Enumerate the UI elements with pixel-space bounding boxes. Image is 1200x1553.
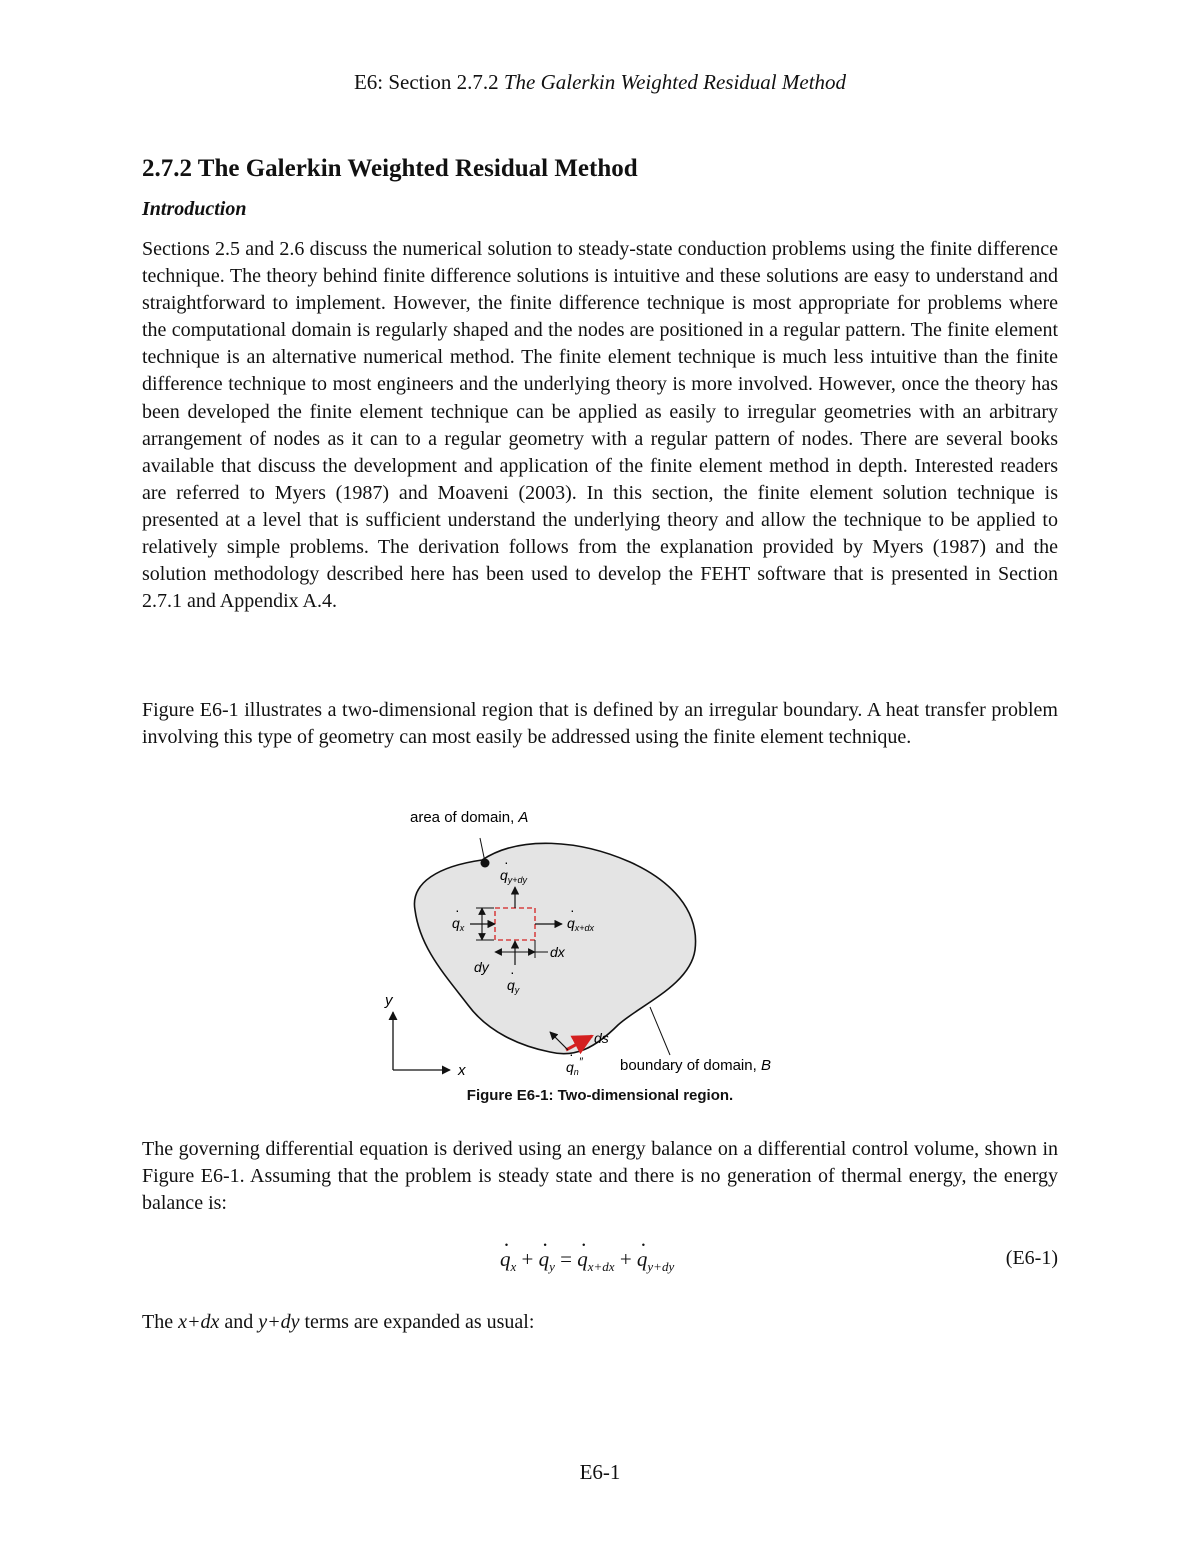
page-number: E6-1 xyxy=(579,1460,621,1484)
eq-term-qy-dy: · $q_{y+dy}$ xyxy=(637,1247,674,1275)
area-point-marker xyxy=(481,859,490,868)
q-x-dx-dot: · xyxy=(570,902,575,918)
subheading-introduction: Introduction xyxy=(142,198,247,220)
equation-body xyxy=(500,1247,674,1275)
y-axis-label: y xyxy=(385,992,393,1009)
area-label: area of domain, A xyxy=(410,809,529,826)
boundary-label: boundary of domain, B xyxy=(620,1057,771,1074)
eq-term-qx: · $q_x$ xyxy=(500,1247,516,1275)
section-title: 2.7.2 The Galerkin Weighted Residual Method xyxy=(142,155,638,182)
equation-e6-1 xyxy=(0,1247,1200,1279)
q-y-dy-dot: · xyxy=(504,854,509,870)
area-leader-line xyxy=(480,838,485,862)
paragraph-introduction: Sections 2.5 and 2.6 discuss the numerical solution to steady-state conduction problems using the finite difference technique. The theory behind finite difference solutions is intuitive and these solutions are easy to understand and straightforward to implement. However, the finite difference technique is most appropriate for problems where the computational domain is regularly shaped and the nodes are positioned in a regular pattern. The finite element technique is an alternative numerical method. The finite element technique is much less intuitive than the finite difference technique to most engineers and the underlying theory is more involved. However, once the theory has been developed the finite element technique can be applied as easily to irregular geometries with an arbitrary arrangement of nodes as it can to a regular geometry with a regular pattern of nodes. There are several books available that discuss the development and application of the finite element method in depth. Interested readers are referred to Myers (1987) and Moaveni (2003). In this section, the finite element solution technique is presented at a level that is sufficient understand the underlying theory and allow the technique to be applied to relatively simple problems. The derivation follows from the explanation provided by Myers (1987) and the solution methodology described here has been used to develop the FEHT software that is presented in Section 2.7.1 and Appendix A.4. xyxy=(142,238,1058,613)
running-header xyxy=(0,70,1200,95)
header-italic-title: The Galerkin Weighted Residual Method xyxy=(503,70,847,94)
q-n-label: $q_n''$ xyxy=(566,1056,583,1077)
dx-label: dx xyxy=(550,944,565,960)
figure-caption: Figure E6-1: Two-dimensional region. xyxy=(466,1087,734,1104)
eq-equals: = xyxy=(560,1247,572,1271)
q-y-dot: · xyxy=(510,964,515,980)
paragraph-expansion: The x+dx and y+dy terms are expanded as usual: xyxy=(142,1311,535,1333)
paragraph-figure-intro: Figure E6-1 illustrates a two-dimensional region that is defined by an irregular boundary. A heat transfer problem involving this type of geometry can most easily be addressed using the finite element technique. xyxy=(142,699,1058,749)
q-x-label: $q_x$ xyxy=(452,915,465,933)
ds-label: ds xyxy=(594,1030,609,1046)
q-y-dy-label: $q_{y+dy}$ xyxy=(500,867,528,885)
equation-label: (E6-1) xyxy=(1005,1247,1058,1269)
x-axis-label: x xyxy=(458,1062,466,1079)
boundary-leader-line xyxy=(650,1007,670,1055)
eq-term-qx-dx: · $q_{x+dx}$ xyxy=(577,1247,614,1275)
paragraph-energy-balance: The governing differential equation is derived using an energy balance on a differential control volume, shown in Figure E6-1. Assuming that the problem is steady state and there is no generation of thermal energy, the energy balance is: xyxy=(142,1138,1058,1215)
eq-term-qy: · $q_y$ xyxy=(539,1247,555,1275)
eq-plus-1: + xyxy=(521,1247,534,1271)
q-x-dx-label: $q_{x+dx}$ xyxy=(567,915,595,933)
q-n-dot: · xyxy=(569,1046,574,1062)
dy-label: dy xyxy=(474,959,489,975)
eq-plus-2: + xyxy=(619,1247,632,1271)
q-x-dot: · xyxy=(455,902,460,918)
header-prefix: E6: Section 2.7.2 xyxy=(353,70,504,94)
figure-two-dimensional-region xyxy=(370,800,840,1090)
q-y-label: $q_y$ xyxy=(507,977,520,995)
